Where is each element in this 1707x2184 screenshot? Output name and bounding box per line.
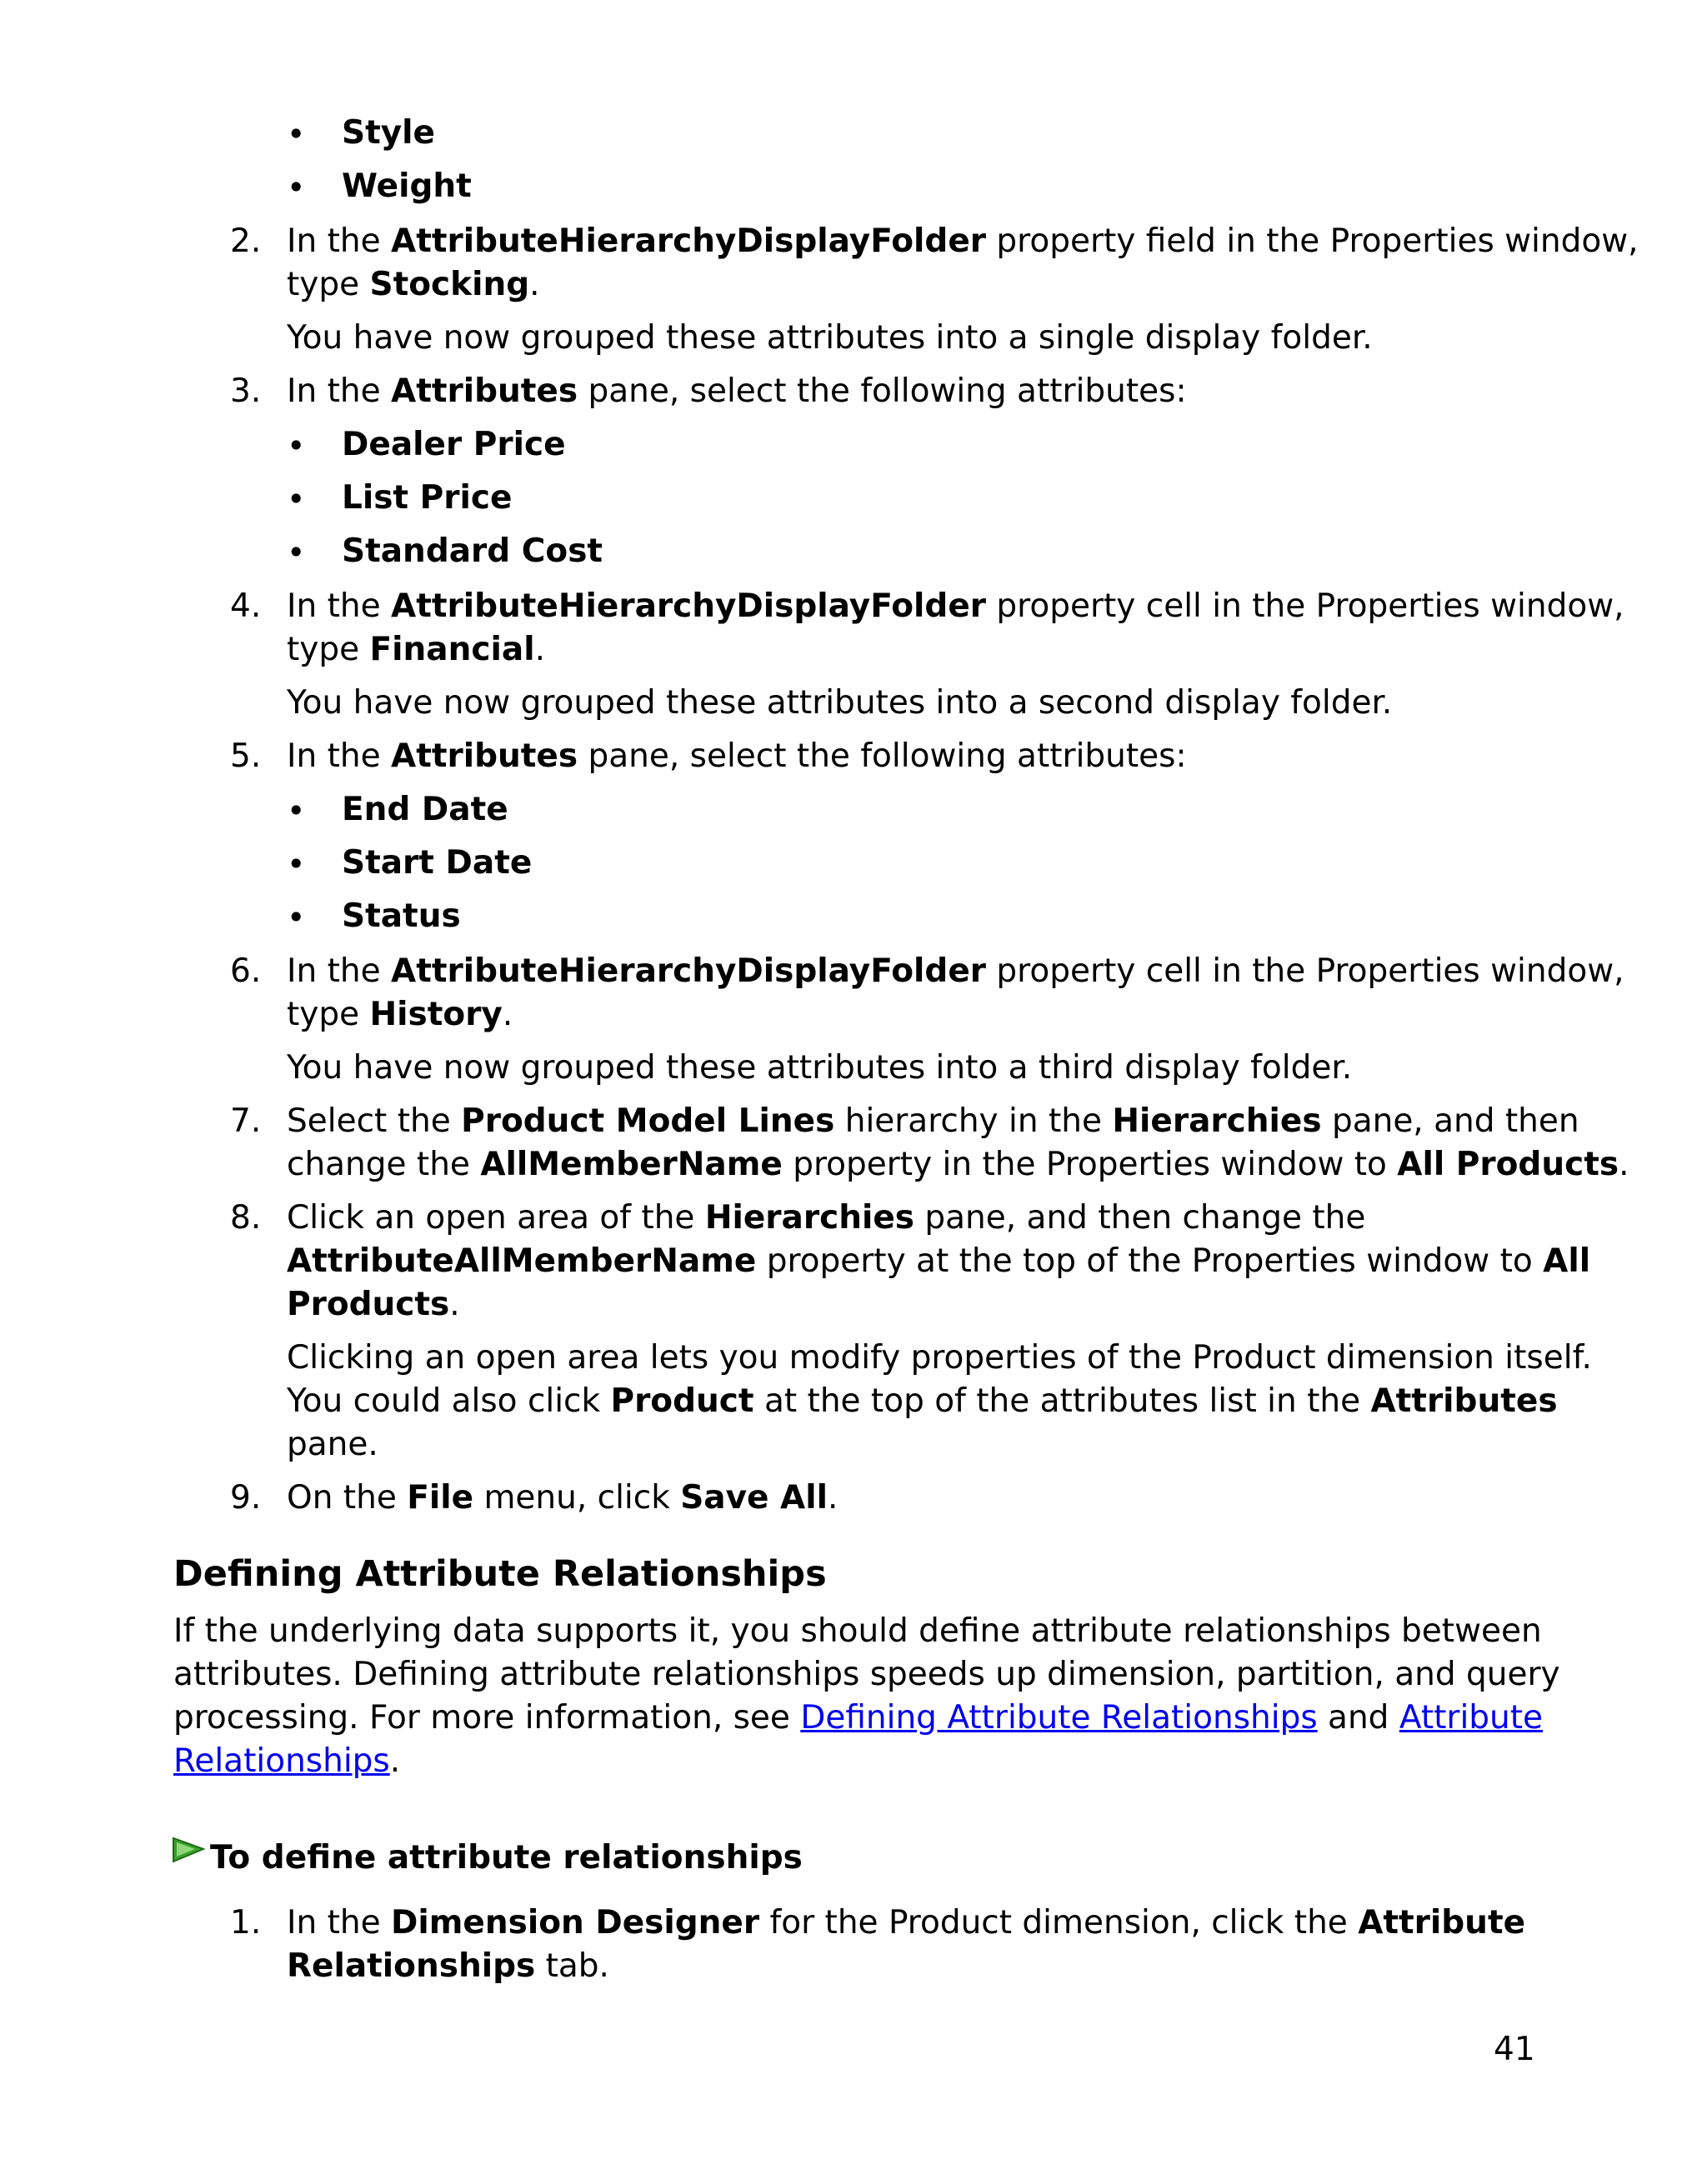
page-number: 41 xyxy=(1494,2031,1535,2068)
step-number: 8. xyxy=(230,1199,262,1237)
step-2-line-1: In the AttributeHierarchyDisplayFolder property field in the Properties window, xyxy=(287,222,1639,260)
step-4-line-2: type Financial. xyxy=(287,631,545,668)
procedure-arrow-icon xyxy=(172,1837,205,1865)
bullet-dot: • xyxy=(287,169,306,206)
step-5-line-1: In the Attributes pane, select the following attributes: xyxy=(287,737,1187,775)
step-7-line-2: change the AllMemberName property in the Properties window to All Products. xyxy=(287,1146,1629,1183)
bullet-dot: • xyxy=(287,481,306,517)
step-number: 9. xyxy=(230,1479,262,1517)
section-paragraph-line-1: If the underlying data supports it, you should define attribute relationships between xyxy=(173,1612,1542,1650)
step-4-note: You have now grouped these attributes into a second display folder. xyxy=(287,684,1393,722)
step-3-line-1: In the Attributes pane, select the following attributes: xyxy=(287,372,1187,410)
procedure-step-1-line-1: In the Dimension Designer for the Product dimension, click the Attribute xyxy=(287,1904,1526,1942)
bullet-item: End Date xyxy=(342,791,508,828)
procedure-title: To define attribute relationships xyxy=(210,1839,803,1877)
step-number: 4. xyxy=(230,587,262,625)
step-8-line-3: Products. xyxy=(287,1286,460,1323)
step-6-line-1: In the AttributeHierarchyDisplayFolder property cell in the Properties window, xyxy=(287,952,1624,990)
step-8-note-line-1: Clicking an open area lets you modify properties of the Product dimension itself. xyxy=(287,1339,1592,1377)
bullet-dot: • xyxy=(287,427,306,464)
section-paragraph-line-2: attributes. Defining attribute relationships speeds up dimension, partition, and query xyxy=(173,1656,1560,1693)
bullet-item: List Price xyxy=(342,479,513,517)
step-number: 3. xyxy=(230,372,262,410)
section-heading: Defining Attribute Relationships xyxy=(173,1553,827,1595)
step-7-line-1: Select the Product Model Lines hierarchy in the Hierarchies pane, and then xyxy=(287,1102,1579,1140)
step-8-line-1: Click an open area of the Hierarchies pane, and then change the xyxy=(287,1199,1366,1237)
section-paragraph-line-4: Relationships. xyxy=(173,1742,401,1780)
step-6-note: You have now grouped these attributes into a third display folder. xyxy=(287,1049,1353,1087)
step-number: 1. xyxy=(230,1904,262,1942)
step-9-line-1: On the File menu, click Save All. xyxy=(287,1479,838,1517)
procedure-step-1-line-2: Relationships tab. xyxy=(287,1947,609,1985)
step-number: 5. xyxy=(230,737,262,775)
step-4-line-1: In the AttributeHierarchyDisplayFolder property cell in the Properties window, xyxy=(287,587,1624,625)
step-number: 6. xyxy=(230,952,262,990)
step-number: 7. xyxy=(230,1102,262,1140)
bullet-item-style: Style xyxy=(342,114,435,152)
step-number: 2. xyxy=(230,222,262,260)
bullet-dot: • xyxy=(287,534,306,571)
bullet-dot: • xyxy=(287,899,306,936)
bullet-item: Standard Cost xyxy=(342,532,603,570)
step-6-line-2: type History. xyxy=(287,996,513,1033)
bullet-dot: • xyxy=(287,846,306,882)
step-8-note-line-3: pane. xyxy=(287,1426,378,1463)
bullet-item-weight: Weight xyxy=(342,167,472,205)
link-attribute-relationships-continued[interactable]: Relationships xyxy=(173,1742,390,1780)
link-defining-attribute-relationships[interactable]: Defining Attribute Relationships xyxy=(800,1699,1318,1737)
step-8-line-2: AttributeAllMemberName property at the top of the Properties window to All xyxy=(287,1242,1591,1280)
bullet-dot: • xyxy=(287,792,306,829)
link-attribute-relationships[interactable]: Attribute xyxy=(1399,1699,1544,1737)
step-8-note-line-2: You could also click Product at the top of the attributes list in the Attributes xyxy=(287,1382,1558,1420)
bullet-item: Status xyxy=(342,897,461,935)
step-2-note: You have now grouped these attributes into a single display folder. xyxy=(287,319,1373,357)
bullet-item: Dealer Price xyxy=(342,426,566,463)
bullet-item: Start Date xyxy=(342,844,533,882)
bullet-dot: • xyxy=(287,116,306,152)
section-paragraph-line-3: processing. For more information, see Defining Attribute Relationships and Attribute xyxy=(173,1699,1544,1737)
step-2-line-2: type Stocking. xyxy=(287,266,540,303)
